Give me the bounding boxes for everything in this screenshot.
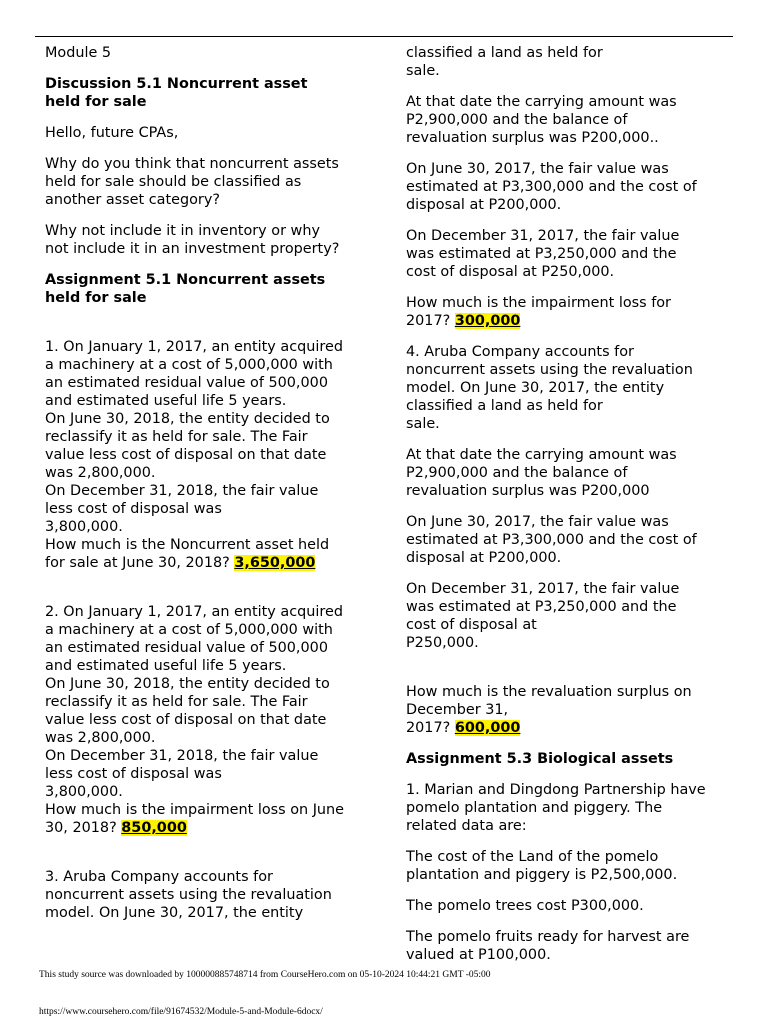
problem-4-december: On December 31, 2017, the fair value was estimated at P3,250,000 and the cost of disposal at P250,000. <box>406 581 680 651</box>
source-url[interactable]: https://www.coursehero.com/file/91674532/Module-5-and-Module-6docx/ <box>39 1007 323 1017</box>
problem-1-text: 1. On January 1, 2017, an entity acquired a machinery at a cost of 5,000,000 with an estimated residual value of 500,000 and estimated useful life 5 years. On June 30, 2018, the entity decided to reclassify it as held for sale. The Fair value less cost of disposal on that date was 2,800,000. On December 31, 2018, the fair value less cost of disposal was 3,800,000. How much is the Noncurrent asset held for sale at June 30, 2018? <box>45 339 343 571</box>
problem-2 <box>45 603 375 837</box>
assignment-5-3-heading: Assignment 5.3 Biological assets <box>406 751 674 767</box>
problem-3-answer: 300,000 <box>454 313 521 329</box>
problem-3-december: On December 31, 2017, the fair value was estimated at P3,250,000 and the cost of disposal at P250,000. <box>406 228 680 280</box>
problem-2-answer: 850,000 <box>121 820 187 836</box>
problem-1 <box>45 338 375 572</box>
problem-3-start: 3. Aruba Company accounts for noncurrent assets using the revaluation model. On June 30, 2017, the entity <box>45 869 332 921</box>
discussion-question-2: Why not include it in inventory or why not include it in an investment property? <box>45 223 340 257</box>
problem-1-answer: 3,650,000 <box>234 555 316 571</box>
problem-2-text: 2. On January 1, 2017, an entity acquired a machinery at a cost of 5,000,000 with an estimated residual value of 500,000 and estimated useful life 5 years. On June 30, 2018, the entity decided to reclassify it as held for sale. The Fair value less cost of disposal on that date was 2,800,000. On December 31, 2018, the fair value less cost of disposal was 3,800,000. How much is the impairment loss on June 30, 2018? <box>45 604 345 836</box>
discussion-heading: Discussion 5.1 Noncurrent asset held for sale <box>45 76 308 110</box>
discussion-question-1: Why do you think that noncurrent assets held for sale should be classified as another asset category? <box>45 156 339 208</box>
problem-3-carrying-amount: At that date the carrying amount was P2,900,000 and the balance of revaluation surplus was P200,000.. <box>406 94 677 146</box>
problem-3-question <box>406 294 736 330</box>
right-column <box>406 44 736 964</box>
spacer <box>406 665 736 683</box>
top-rule <box>35 36 733 37</box>
module-title: Module 5 <box>45 45 112 61</box>
bio-trees-cost: The pomelo trees cost P300,000. <box>406 898 644 914</box>
spacer <box>45 320 375 338</box>
problem-4-answer: 600,000 <box>454 720 521 736</box>
problem-4-question-text: How much is the revaluation surplus on December 31, 2017? <box>406 684 692 736</box>
bio-fruits-value: The pomelo fruits ready for harvest are valued at P100,000. <box>406 929 690 963</box>
download-note: This study source was downloaded by 100000885748714 from CourseHero.com on 05-10-2024 10:44:21 GMT -05:00 <box>39 970 491 980</box>
bio-land-cost: The cost of the Land of the pomelo plantation and piggery is P2,500,000. <box>406 849 678 883</box>
problem-4-carrying-amount: At that date the carrying amount was P2,900,000 and the balance of revaluation surplus was P200,000 <box>406 447 677 499</box>
problem-3-june: On June 30, 2017, the fair value was estimated at P3,300,000 and the cost of disposal at P200,000. <box>406 161 697 213</box>
problem-4-question <box>406 683 736 737</box>
spacer <box>45 850 375 868</box>
assignment-5-1-heading: Assignment 5.1 Noncurrent assets held for sale <box>45 272 326 306</box>
bio-problem-intro: 1. Marian and Dingdong Partnership have pomelo plantation and piggery. The related data are: <box>406 782 706 834</box>
problem-4-intro: 4. Aruba Company accounts for noncurrent assets using the revaluation model. On June 30, 2017, the entity classified a land as held for sale. <box>406 344 693 432</box>
problem-3-question-text: How much is the impairment loss for 2017? <box>406 295 671 329</box>
greeting: Hello, future CPAs, <box>45 125 179 141</box>
problem-3-continued: classified a land as held for sale. <box>406 45 603 79</box>
problem-4-june: On June 30, 2017, the fair value was estimated at P3,300,000 and the cost of disposal at P200,000. <box>406 514 697 566</box>
left-column <box>45 44 375 922</box>
spacer <box>45 585 375 603</box>
